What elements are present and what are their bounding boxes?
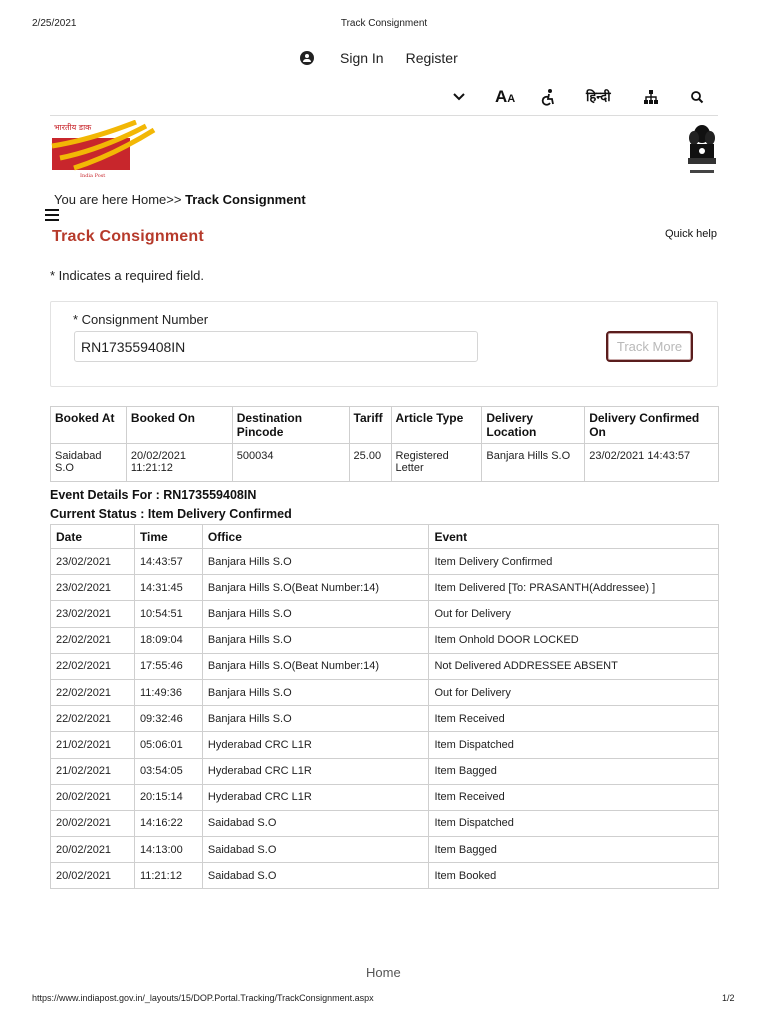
- time-cell: 11:21:12: [134, 863, 202, 889]
- event-cell: Not Delivered ADDRESSEE ABSENT: [429, 653, 719, 679]
- time-cell: 09:32:46: [134, 706, 202, 732]
- column-header: Delivery Confirmed On: [585, 407, 719, 444]
- hamburger-menu-icon[interactable]: [45, 209, 59, 224]
- event-cell: Out for Delivery: [429, 679, 719, 705]
- table-row: [51, 549, 719, 575]
- office-cell: Saidabad S.O: [202, 810, 429, 836]
- office-cell: Hyderabad CRC L1R: [202, 758, 429, 784]
- required-note: * Indicates a required field.: [50, 268, 204, 283]
- date-cell: 23/02/2021: [51, 601, 135, 627]
- booked-on-cell: 20/02/2021 11:21:12: [126, 444, 232, 482]
- column-header: Booked At: [51, 407, 127, 444]
- date-cell: 20/02/2021: [51, 784, 135, 810]
- table-row: [51, 706, 719, 732]
- breadcrumb-home-link[interactable]: You are here Home>>: [54, 192, 186, 207]
- time-cell: 11:49:36: [134, 679, 202, 705]
- event-cell: Item Received: [429, 784, 719, 810]
- track-more-button[interactable]: Track More: [606, 331, 693, 362]
- toolbar: [0, 86, 768, 108]
- events-table: [50, 524, 719, 889]
- table-row: [51, 732, 719, 758]
- time-cell: 05:06:01: [134, 732, 202, 758]
- event-cell: Out for Delivery: [429, 601, 719, 627]
- event-cell: Item Booked: [429, 863, 719, 889]
- event-cell: Item Delivered [To: PRASANTH(Addressee) ]: [429, 575, 719, 601]
- date-cell: 23/02/2021: [51, 575, 135, 601]
- event-cell: Item Onhold DOOR LOCKED: [429, 627, 719, 653]
- office-cell: Hyderabad CRC L1R: [202, 732, 429, 758]
- date-cell: 20/02/2021: [51, 810, 135, 836]
- accessibility-icon[interactable]: [541, 86, 555, 114]
- time-cell: 20:15:14: [134, 784, 202, 810]
- time-cell: 17:55:46: [134, 653, 202, 679]
- table-row: [51, 810, 719, 836]
- register-link[interactable]: Register: [405, 50, 458, 66]
- booked-at-cell: Saidabad S.O: [51, 444, 127, 482]
- office-cell: Hyderabad CRC L1R: [202, 784, 429, 810]
- column-header: Office: [202, 525, 429, 549]
- office-cell: Saidabad S.O: [202, 863, 429, 889]
- national-emblem-icon: [684, 122, 720, 178]
- table-row: [51, 601, 719, 627]
- date-cell: 23/02/2021: [51, 549, 135, 575]
- date-cell: 21/02/2021: [51, 732, 135, 758]
- column-header: Date: [51, 525, 135, 549]
- sitemap-icon[interactable]: [644, 86, 658, 114]
- current-status-heading: Current Status : Item Delivery Confirmed: [50, 507, 292, 521]
- table-row: [51, 627, 719, 653]
- table-row: [51, 679, 719, 705]
- page-title: Track Consignment: [52, 228, 204, 245]
- delivery-confirmed-cell: 23/02/2021 14:43:57: [585, 444, 719, 482]
- font-size-icon[interactable]: AA: [495, 87, 516, 106]
- header-divider: [50, 115, 718, 116]
- breadcrumb: [54, 192, 306, 207]
- destination-pincode-cell: 500034: [232, 444, 349, 482]
- event-cell: Item Bagged: [429, 837, 719, 863]
- column-header: Event: [429, 525, 719, 549]
- event-cell: Item Delivery Confirmed: [429, 549, 719, 575]
- tariff-cell: 25.00: [349, 444, 391, 482]
- time-cell: 14:43:57: [134, 549, 202, 575]
- date-cell: 22/02/2021: [51, 706, 135, 732]
- top-nav: [300, 48, 458, 68]
- events-table-header: [51, 525, 719, 549]
- office-cell: Banjara Hills S.O: [202, 679, 429, 705]
- footer-home-link[interactable]: Home: [366, 965, 401, 980]
- time-cell: 14:31:45: [134, 575, 202, 601]
- table-row: [51, 653, 719, 679]
- office-cell: Banjara Hills S.O: [202, 706, 429, 732]
- date-cell: 22/02/2021: [51, 627, 135, 653]
- print-page-number: 1/2: [722, 993, 735, 1003]
- booking-table-header: [51, 407, 719, 444]
- print-title: Track Consignment: [340, 18, 428, 29]
- column-header: Time: [134, 525, 202, 549]
- delivery-location-cell: Banjara Hills S.O: [482, 444, 585, 482]
- event-cell: Item Received: [429, 706, 719, 732]
- event-cell: Item Dispatched: [429, 810, 719, 836]
- time-cell: 10:54:51: [134, 601, 202, 627]
- event-details-heading: Event Details For : RN173559408IN: [50, 488, 257, 502]
- sign-in-link[interactable]: Sign In: [340, 50, 384, 66]
- print-date: 2/25/2021: [32, 18, 77, 29]
- consignment-number-label: * Consignment Number: [73, 312, 209, 327]
- office-cell: Banjara Hills S.O(Beat Number:14): [202, 653, 429, 679]
- svg-text:भारतीय डाक: भारतीय डाक: [54, 123, 92, 132]
- office-cell: Banjara Hills S.O: [202, 549, 429, 575]
- india-post-logo[interactable]: [50, 120, 156, 180]
- breadcrumb-current: Track Consignment: [185, 192, 306, 207]
- column-header: Booked On: [126, 407, 232, 444]
- office-cell: Saidabad S.O: [202, 837, 429, 863]
- event-cell: Item Bagged: [429, 758, 719, 784]
- svg-text:India Post: India Post: [80, 173, 106, 179]
- office-cell: Banjara Hills S.O: [202, 627, 429, 653]
- office-cell: Banjara Hills S.O(Beat Number:14): [202, 575, 429, 601]
- hindi-language-link[interactable]: हिन्दी: [586, 89, 611, 104]
- table-row: [51, 837, 719, 863]
- time-cell: 14:16:22: [134, 810, 202, 836]
- search-icon[interactable]: [690, 86, 704, 114]
- office-cell: Banjara Hills S.O: [202, 601, 429, 627]
- time-cell: 03:54:05: [134, 758, 202, 784]
- column-header: Destination Pincode: [232, 407, 349, 444]
- table-row: [51, 784, 719, 810]
- date-cell: 20/02/2021: [51, 863, 135, 889]
- quick-help-link[interactable]: Quick help: [665, 228, 717, 240]
- user-icon[interactable]: [300, 51, 314, 65]
- table-row: [51, 575, 719, 601]
- consignment-number-input[interactable]: [74, 331, 478, 362]
- column-header: Tariff: [349, 407, 391, 444]
- chevron-down-icon[interactable]: [452, 86, 466, 114]
- time-cell: 14:13:00: [134, 837, 202, 863]
- column-header: Delivery Location: [482, 407, 585, 444]
- table-row: [51, 444, 719, 482]
- booking-table: [50, 406, 719, 482]
- time-cell: 18:09:04: [134, 627, 202, 653]
- date-cell: 22/02/2021: [51, 679, 135, 705]
- table-row: [51, 758, 719, 784]
- date-cell: 22/02/2021: [51, 653, 135, 679]
- article-type-cell: Registered Letter: [391, 444, 482, 482]
- table-row: [51, 863, 719, 889]
- date-cell: 20/02/2021: [51, 837, 135, 863]
- date-cell: 21/02/2021: [51, 758, 135, 784]
- column-header: Article Type: [391, 407, 482, 444]
- event-cell: Item Dispatched: [429, 732, 719, 758]
- print-url: https://www.indiapost.gov.in/_layouts/15/DOP.Portal.Tracking/TrackConsignment.aspx: [32, 993, 374, 1003]
